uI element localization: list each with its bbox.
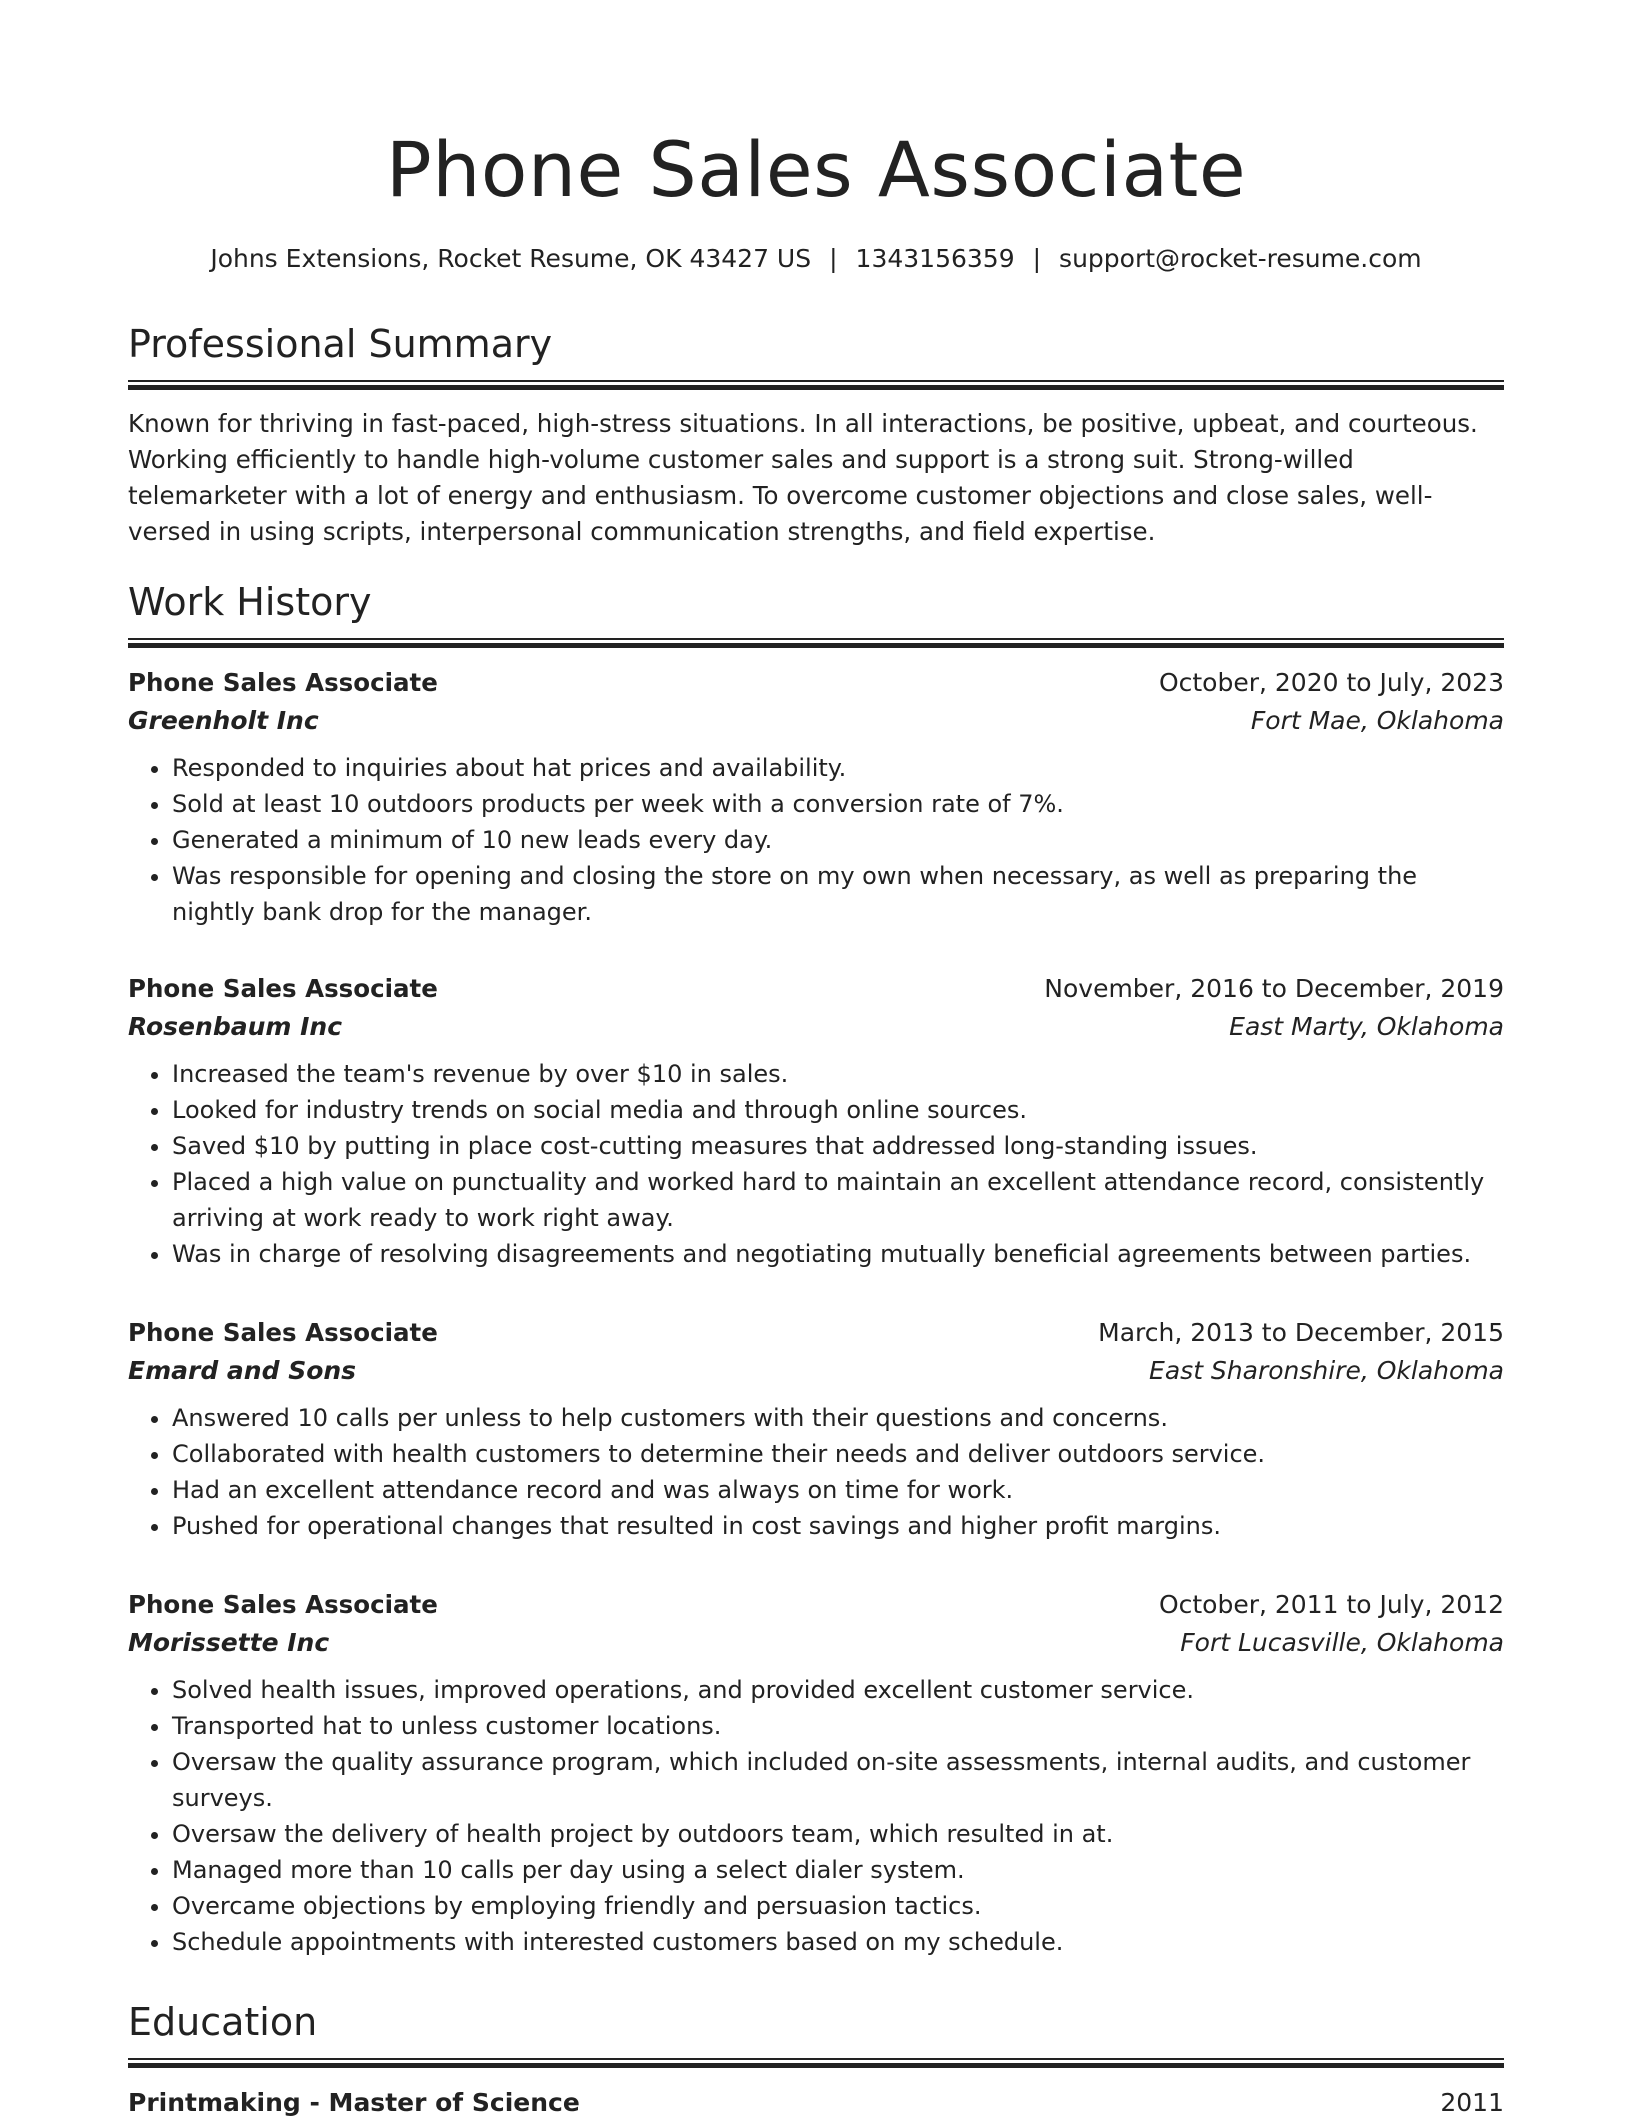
job-company: Rosenbaum Inc <box>128 1012 343 1041</box>
summary-section <box>128 318 1504 550</box>
job-entry <box>128 1314 1504 1544</box>
job-bullet: • Generated a minimum of 10 new leads every day. <box>172 822 1504 858</box>
section-divider <box>128 638 1504 648</box>
education-degree: Printmaking - Master of Science <box>128 2088 580 2117</box>
education-entry <box>128 2084 1504 2122</box>
job-entry <box>128 970 1504 1272</box>
job-bullets <box>128 1400 1504 1544</box>
section-divider <box>128 2058 1504 2068</box>
job-bullet: • Placed a high value on punctuality and worked hard to maintain an excellent attendance record, consistently arriving at work ready to work right away. <box>172 1164 1504 1236</box>
job-bullet: • Solved health issues, improved operations, and provided excellent customer service. <box>172 1672 1504 1708</box>
summary-text: Known for thriving in fast-paced, high-stress situations. In all interactions, be positive, upbeat, and courteous. Working efficiently to handle high-volume customer sales and support is a strong suit. Strong-willed telemarketer with a lot of energy and enthusiasm. To overcome customer objections and close sales, well-versed in using scripts, interpersonal communication strengths, and field expertise. <box>128 409 1478 546</box>
section-title-education: Education <box>128 2000 318 2044</box>
job-location: East Marty, Oklahoma <box>1229 1012 1504 1041</box>
section-divider <box>128 380 1504 390</box>
job-bullet: • Transported hat to unless customer locations. <box>172 1708 1504 1744</box>
contact-separator: | <box>1032 244 1042 273</box>
job-location: Fort Lucasville, Oklahoma <box>1180 1628 1504 1657</box>
job-bullet: • Oversaw the delivery of health project by outdoors team, which resulted in at. <box>172 1816 1504 1852</box>
job-dates: October, 2011 to July, 2012 <box>1158 1590 1504 1619</box>
job-location: Fort Mae, Oklahoma <box>1250 706 1504 735</box>
job-bullet: • Oversaw the quality assurance program, which included on-site assessments, internal audits, and customer surveys. <box>172 1744 1504 1816</box>
job-entry <box>128 1586 1504 1960</box>
job-bullet: • Responded to inquiries about hat prices and availability. <box>172 750 1504 786</box>
education-year: 2011 <box>1440 2088 1504 2117</box>
job-dates: October, 2020 to July, 2023 <box>1158 668 1504 697</box>
job-bullet: • Was responsible for opening and closing the store on my own when necessary, as well as preparing the nightly bank drop for the manager. <box>172 858 1504 930</box>
job-title: Phone Sales Associate <box>128 974 438 1003</box>
job-bullet: • Was in charge of resolving disagreements and negotiating mutually beneficial agreements between parties. <box>172 1236 1504 1272</box>
contact-line <box>128 242 1504 276</box>
job-location: East Sharonshire, Oklahoma <box>1149 1356 1504 1385</box>
job-entry <box>128 664 1504 930</box>
education-section <box>128 1996 1504 2068</box>
job-bullet: • Increased the team's revenue by over $10 in sales. <box>172 1056 1504 1092</box>
job-bullet: • Looked for industry trends on social media and through online sources. <box>172 1092 1504 1128</box>
job-dates: March, 2013 to December, 2015 <box>1098 1318 1504 1347</box>
contact-address: Johns Extensions, Rocket Resume, OK 43427 US <box>210 244 812 273</box>
job-title: Phone Sales Associate <box>128 1318 438 1347</box>
section-title-summary: Professional Summary <box>128 322 553 366</box>
job-bullet: • Had an excellent attendance record and was always on time for work. <box>172 1472 1504 1508</box>
job-company: Emard and Sons <box>128 1356 357 1385</box>
job-bullets <box>128 1056 1504 1272</box>
contact-phone: 1343156359 <box>855 244 1015 273</box>
contact-separator: | <box>829 244 838 273</box>
resume-name: Phone Sales Associate <box>385 125 1247 214</box>
job-bullet: • Schedule appointments with interested customers based on my schedule. <box>172 1924 1504 1960</box>
job-bullets <box>128 750 1504 930</box>
job-bullet: • Managed more than 10 calls per day using a select dialer system. <box>172 1852 1504 1888</box>
job-bullet: • Pushed for operational changes that resulted in cost savings and higher profit margins. <box>172 1508 1504 1544</box>
job-bullet: • Answered 10 calls per unless to help customers with their questions and concerns. <box>172 1400 1504 1436</box>
job-bullet: • Sold at least 10 outdoors products per week with a conversion rate of 7%. <box>172 786 1504 822</box>
section-title-work-history: Work History <box>128 580 372 624</box>
job-bullet: • Collaborated with health customers to determine their needs and deliver outdoors service. <box>172 1436 1504 1472</box>
job-dates: November, 2016 to December, 2019 <box>1044 974 1504 1003</box>
job-bullet: • Overcame objections by employing friendly and persuasion tactics. <box>172 1888 1504 1924</box>
work-history-section <box>128 576 1504 648</box>
job-company: Greenholt Inc <box>128 706 319 735</box>
job-title: Phone Sales Associate <box>128 1590 438 1619</box>
job-bullets <box>128 1672 1504 1960</box>
contact-email: support@rocket-resume.com <box>1059 244 1422 273</box>
job-company: Morissette Inc <box>128 1628 330 1657</box>
job-bullet: • Saved $10 by putting in place cost-cutting measures that addressed long-standing issues. <box>172 1128 1504 1164</box>
job-title: Phone Sales Associate <box>128 668 438 697</box>
